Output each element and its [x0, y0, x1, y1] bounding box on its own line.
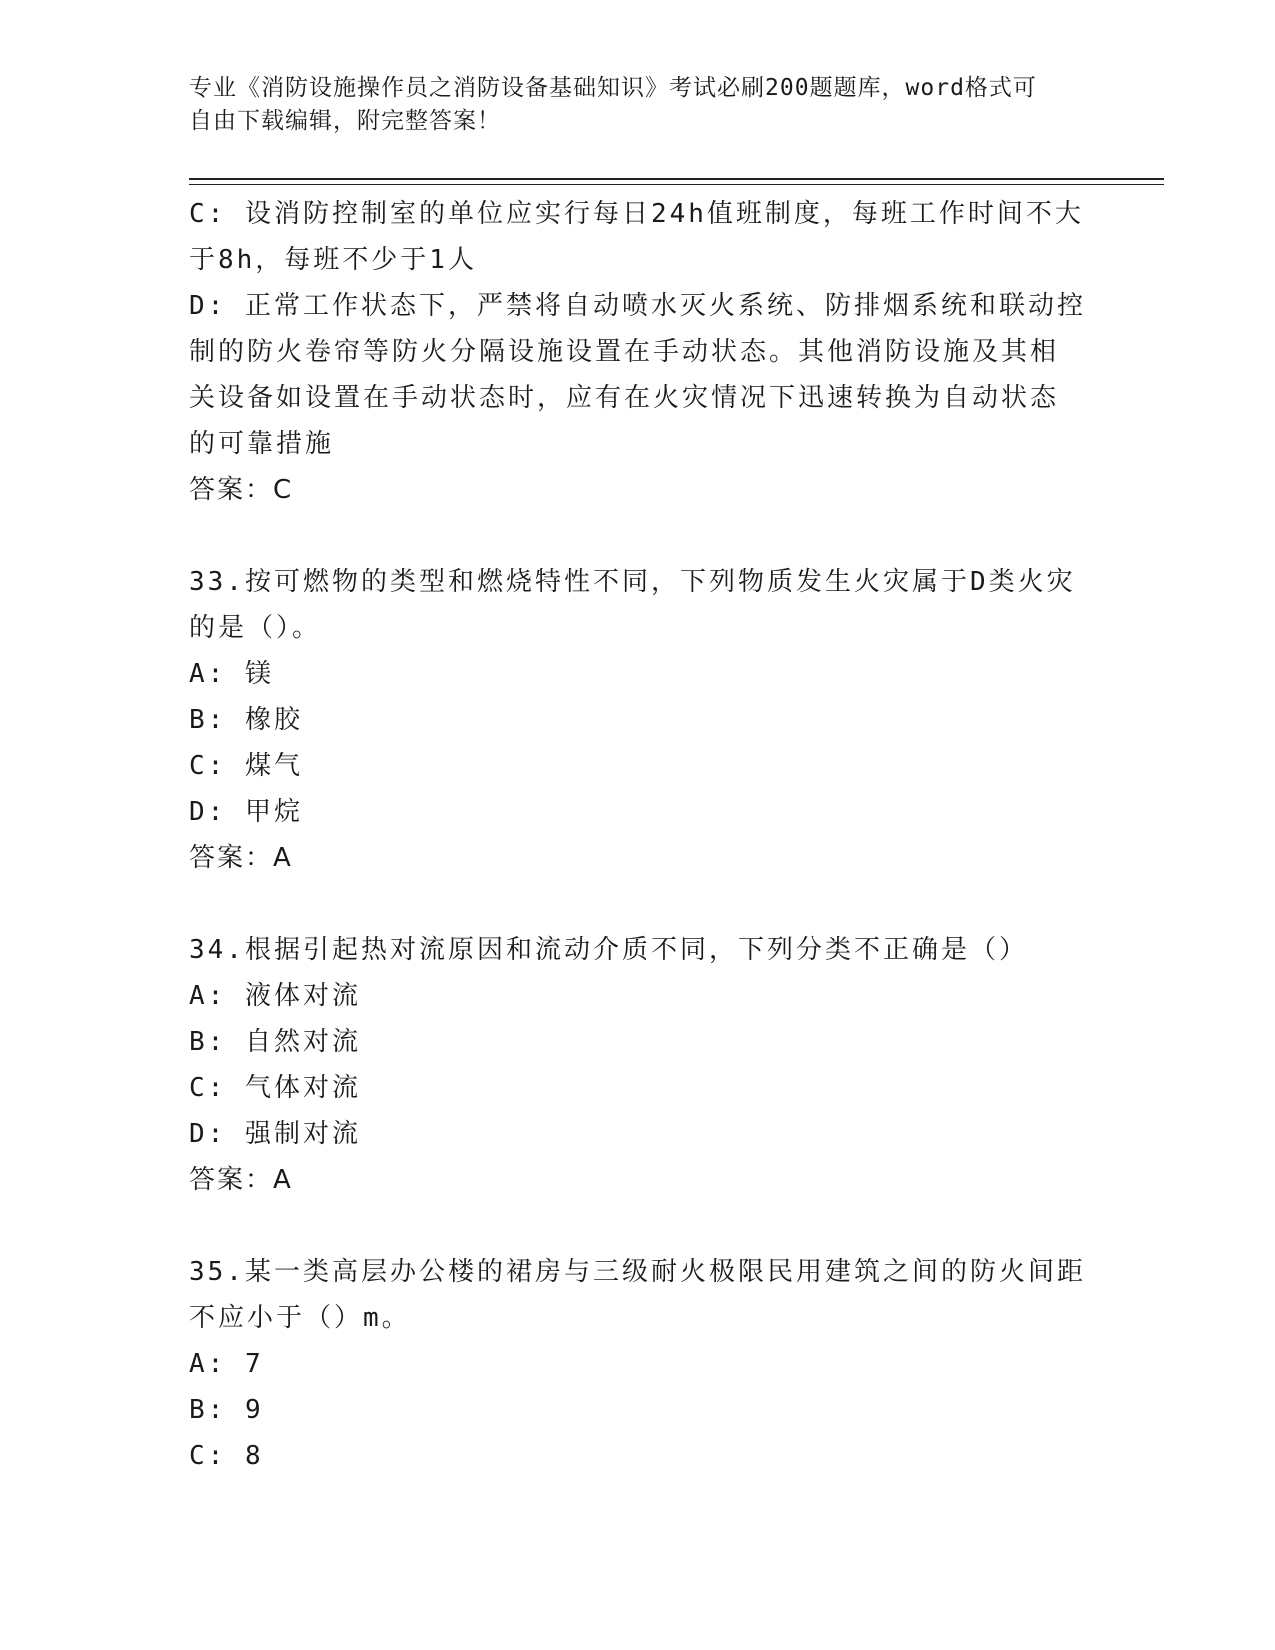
question-stem: 的是（）。 — [189, 613, 322, 643]
question-35 — [189, 1249, 1089, 1479]
option-line: 的可靠措施 — [189, 429, 335, 459]
option-c: C: 气体对流 — [189, 1073, 361, 1103]
question-stem: 35.某一类高层办公楼的裙房与三级耐火极限民用建筑之间的防火间距 — [189, 1257, 1086, 1287]
option-c — [189, 191, 1089, 283]
option-c: C: 煤气 — [189, 751, 303, 781]
question-stem: 34.根据引起热对流原因和流动介质不同，下列分类不正确是（） — [189, 935, 1028, 965]
option-a: A: 7 — [189, 1349, 264, 1379]
answer: 答案：A — [189, 1165, 293, 1195]
question-32-remainder — [189, 191, 1089, 513]
option-b: B: 橡胶 — [189, 705, 303, 735]
answer: 答案：C — [189, 475, 294, 505]
option-a: A: 液体对流 — [189, 981, 361, 1011]
option-b: B: 自然对流 — [189, 1027, 361, 1057]
option-line: 关设备如设置在手动状态时，应有在火灾情况下迅速转换为自动状态 — [189, 383, 1060, 413]
question-stem: 33.按可燃物的类型和燃烧特性不同，下列物质发生火灾属于D类火灾 — [189, 567, 1076, 597]
header-divider-thin — [189, 184, 1164, 185]
option-d: D: 强制对流 — [189, 1119, 361, 1149]
option-line: D: 正常工作状态下，严禁将自动喷水灭火系统、防排烟系统和联动控 — [189, 291, 1086, 321]
option-c: C: 8 — [189, 1441, 264, 1471]
header-line-2: 自由下载编辑，附完整答案！ — [189, 108, 501, 134]
option-a: A: 镁 — [189, 659, 274, 689]
document-header — [189, 72, 1089, 138]
answer: 答案：A — [189, 843, 293, 873]
question-stem: 不应小于（）m。 — [189, 1303, 411, 1333]
question-33 — [189, 559, 1089, 881]
option-d: D: 甲烷 — [189, 797, 303, 827]
option-d — [189, 283, 1089, 467]
option-line: C: 设消防控制室的单位应实行每日24h值班制度，每班工作时间不大 — [189, 199, 1084, 229]
option-b: B: 9 — [189, 1395, 264, 1425]
header-divider-thick — [189, 178, 1164, 180]
question-34 — [189, 927, 1089, 1203]
option-line: 于8h，每班不少于1人 — [189, 245, 477, 275]
spacer — [189, 881, 1089, 927]
spacer — [189, 1203, 1089, 1249]
document-body — [189, 191, 1089, 1479]
option-line: 制的防火卷帘等防火分隔设施设置在手动状态。其他消防设施及其相 — [189, 337, 1060, 367]
header-line-1: 专业《消防设施操作员之消防设备基础知识》考试必刷200题题库，word格式可 — [189, 75, 1037, 101]
spacer — [189, 513, 1089, 559]
